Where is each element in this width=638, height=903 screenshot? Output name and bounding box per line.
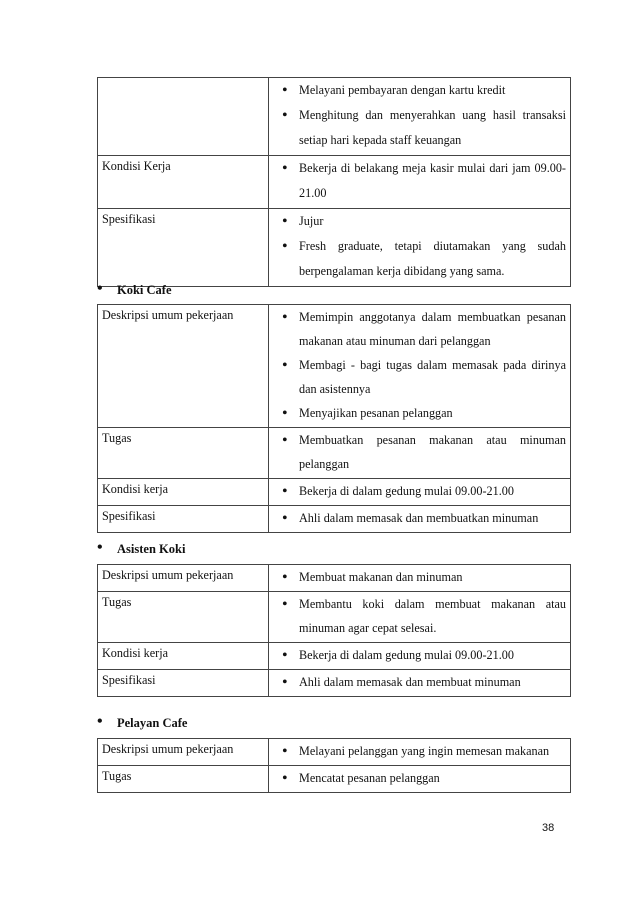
- table-row: [98, 643, 571, 670]
- row-label: Deskripsi umum pekerjaan: [98, 565, 269, 592]
- table-row: [98, 479, 571, 506]
- list-item: • Fresh graduate, tetapi diutamakan yang sudah berpengalaman kerja dibidang yang sama.: [269, 234, 566, 284]
- row-label: Tugas: [98, 592, 269, 643]
- row-label: Kondisi Kerja: [98, 156, 269, 209]
- section-title-asisten: • Asisten Koki: [97, 542, 185, 557]
- list-item: • Membuat makanan dan minuman: [269, 565, 566, 589]
- table-row: [98, 305, 571, 428]
- row-label: Spesifikasi: [98, 506, 269, 533]
- list-item: • Melayani pembayaran dengan kartu kredit: [269, 78, 566, 103]
- table-row: [98, 156, 571, 209]
- row-label: Tugas: [98, 428, 269, 479]
- row-label: Tugas: [98, 766, 269, 793]
- list-item: • Jujur: [269, 209, 566, 234]
- koki-table: [97, 304, 571, 533]
- row-label: Deskripsi umum pekerjaan: [98, 739, 269, 766]
- list-item: • Bekerja di dalam gedung mulai 09.00-21.00: [269, 479, 566, 503]
- list-item: • Ahli dalam memasak dan membuatkan minuman: [269, 506, 566, 530]
- table-row: [98, 739, 571, 766]
- table-row: [98, 428, 571, 479]
- table-row: [98, 766, 571, 793]
- list-item: • Bekerja di dalam gedung mulai 09.00-21.00: [269, 643, 566, 667]
- row-label: Kondisi kerja: [98, 479, 269, 506]
- section-title-koki: • Koki Cafe: [97, 283, 172, 298]
- list-item: • Menyajikan pesanan pelanggan: [269, 401, 566, 425]
- table-row: [98, 565, 571, 592]
- list-item: • Mencatat pesanan pelanggan: [269, 766, 566, 790]
- list-item: • Membagi - bagi tugas dalam memasak pada dirinya dan asistennya: [269, 353, 566, 401]
- list-item: • Melayani pelanggan yang ingin memesan makanan: [269, 739, 566, 763]
- table-row: [98, 592, 571, 643]
- page-number: 38: [542, 822, 555, 834]
- asisten-table: [97, 564, 571, 697]
- pelayan-table: [97, 738, 571, 793]
- table-row: [98, 506, 571, 533]
- list-item: • Membantu koki dalam membuat makanan atau minuman agar cepat selesai.: [269, 592, 566, 640]
- list-item: • Membuatkan pesanan makanan atau minuman pelanggan: [269, 428, 566, 476]
- row-label: Spesifikasi: [98, 209, 269, 287]
- table-row: [98, 78, 571, 156]
- list-item: • Ahli dalam memasak dan membuat minuman: [269, 670, 566, 694]
- row-label: [98, 78, 269, 156]
- section-title-pelayan: • Pelayan Cafe: [97, 716, 187, 731]
- row-label: Kondisi kerja: [98, 643, 269, 670]
- list-item: • Menghitung dan menyerahkan uang hasil transaksi setiap hari kepada staff keuangan: [269, 103, 566, 153]
- kasir-table: [97, 77, 571, 287]
- table-row: [98, 670, 571, 697]
- row-label: Spesifikasi: [98, 670, 269, 697]
- table-row: [98, 209, 571, 287]
- row-label: Deskripsi umum pekerjaan: [98, 305, 269, 428]
- list-item: • Memimpin anggotanya dalam membuatkan pesanan makanan atau minuman dari pelanggan: [269, 305, 566, 353]
- list-item: • Bekerja di belakang meja kasir mulai dari jam 09.00-21.00: [269, 156, 566, 206]
